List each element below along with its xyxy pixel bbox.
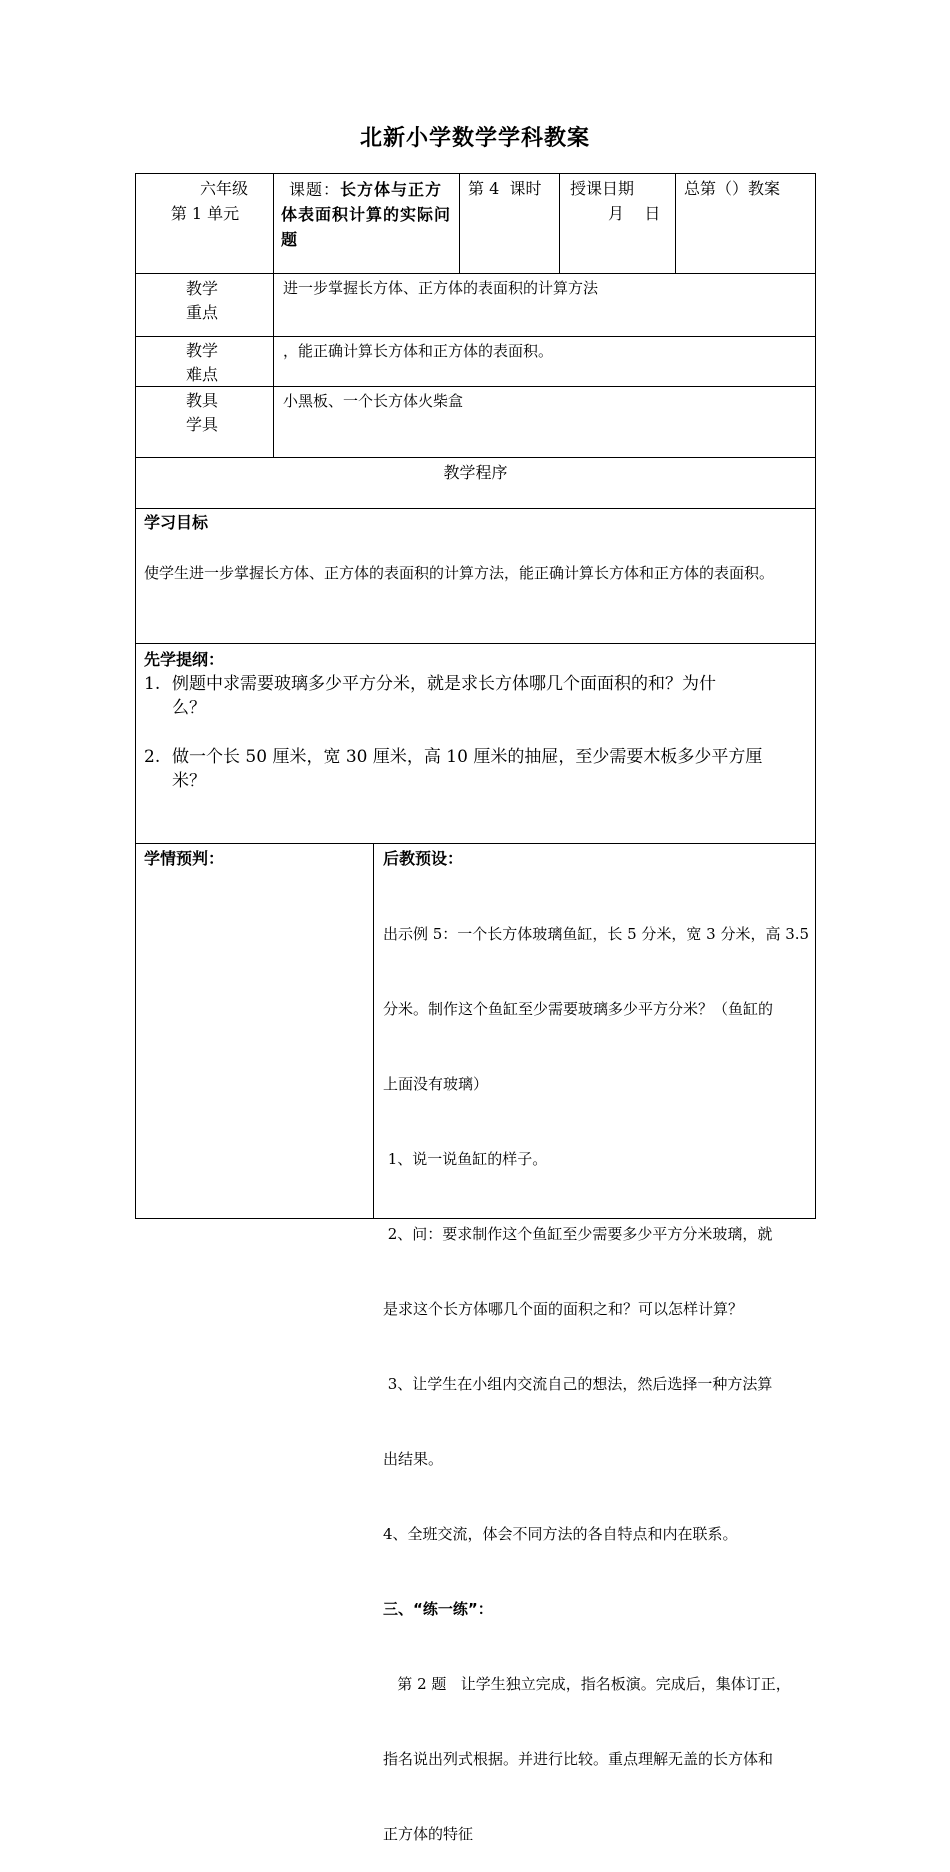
total-plan-number: 总第（）教案 — [684, 179, 781, 198]
row-divider — [135, 508, 816, 509]
row-divider — [135, 843, 816, 844]
difficulty-text: ，能正确计算长方体和正方体的表面积。 — [283, 342, 554, 360]
preview-item-text-cont: 米？ — [172, 771, 206, 791]
focus-text: 进一步掌握长方体、正方体的表面积的计算方法 — [283, 279, 599, 297]
goals-text: 使学生进一步掌握长方体、正方体的表面积的计算方法，能正确计算长方体和正方体的表面积。 — [144, 564, 775, 582]
difficulty-label-1: 教学 — [185, 341, 218, 360]
preview-item-text: 例题中求需要玻璃多少平方分米，就是求长方体哪几个面面积的和？为什 — [172, 674, 716, 694]
goals-heading: 学习目标 — [144, 513, 209, 532]
focus-label-1: 教学 — [185, 279, 218, 298]
difficulty-label-2: 难点 — [185, 365, 218, 384]
date-label: 授课日期 — [570, 179, 635, 198]
preview-item-text: 做一个长 50 厘米，宽 30 厘米，高 10 厘米的抽屉，至少需要木板多少平方厘 — [172, 747, 763, 767]
tools-label-1: 教具 — [185, 391, 218, 410]
focus-label-2: 重点 — [185, 303, 218, 322]
grade-label: 六年级 — [199, 179, 248, 198]
col-divider — [559, 173, 560, 273]
row-divider — [135, 336, 816, 337]
col-divider — [273, 173, 274, 457]
preview-item-number: 2. — [144, 747, 161, 767]
teaching-line: 3、让学生在小组内交流自己的想法，然后选择一种方法算 — [383, 1375, 773, 1393]
teaching-line: 4、全班交流，体会不同方法的各自特点和内在联系。 — [383, 1525, 738, 1543]
preview-item-1 — [144, 672, 810, 720]
topic-label: 课题： — [289, 180, 341, 199]
teaching-line: 1、说一说鱼缸的样子。 — [383, 1150, 548, 1168]
topic-text: 长方体与正方体表面积计算的实际问题 — [281, 180, 452, 249]
row-divider — [135, 457, 816, 458]
teaching-line: 上面没有玻璃） — [383, 1075, 489, 1093]
preview-item-2 — [144, 745, 810, 793]
teaching-line: 2、问：要求制作这个鱼缸至少需要多少平方分米玻璃，就 — [383, 1225, 773, 1243]
teaching-content — [383, 872, 811, 1872]
unit-label: 第 1 单元 — [170, 204, 240, 223]
prediction-heading: 学情预判： — [144, 849, 225, 868]
lesson-number: 第 4 课时 — [468, 179, 542, 198]
preview-item-text-cont: 么？ — [172, 698, 206, 718]
teaching-line: 分米。制作这个鱼缸至少需要玻璃多少平方分米？（鱼缸的 — [383, 1000, 774, 1018]
practice-line: 指名说出列式根据。并进行比较。重点理解无盖的长方体和 — [383, 1750, 774, 1768]
row-divider — [135, 273, 816, 274]
preview-heading: 先学提纲： — [144, 650, 225, 669]
row-divider — [135, 643, 816, 644]
procedure-title: 教学程序 — [443, 463, 508, 482]
preview-item-number: 1. — [144, 674, 161, 694]
teaching-heading: 后教预设： — [383, 849, 464, 868]
teaching-line: 是求这个长方体哪几个面的面积之和？可以怎样计算？ — [383, 1300, 744, 1318]
tools-text: 小黑板、一个长方体火柴盒 — [283, 392, 464, 410]
col-divider — [373, 843, 374, 1219]
teaching-line: 出结果。 — [383, 1450, 444, 1468]
practice-line: 第 2 题 让学生独立完成，指名板演。完成后，集体订正， — [383, 1675, 791, 1693]
practice-line: 正方体的特征 — [383, 1825, 474, 1843]
page-title: 北新小学数学学科教案 — [359, 126, 590, 151]
date-value: 月 日 — [608, 204, 661, 223]
practice-heading: 三、“练一练”： — [383, 1600, 493, 1618]
tools-label-2: 学具 — [185, 415, 218, 434]
teaching-line: 出示例 5：一个长方体玻璃鱼缸，长 5 分米，宽 3 分米，高 3.5 — [383, 925, 810, 943]
col-divider — [675, 173, 676, 273]
topic-cell — [281, 177, 453, 252]
col-divider — [459, 173, 460, 273]
